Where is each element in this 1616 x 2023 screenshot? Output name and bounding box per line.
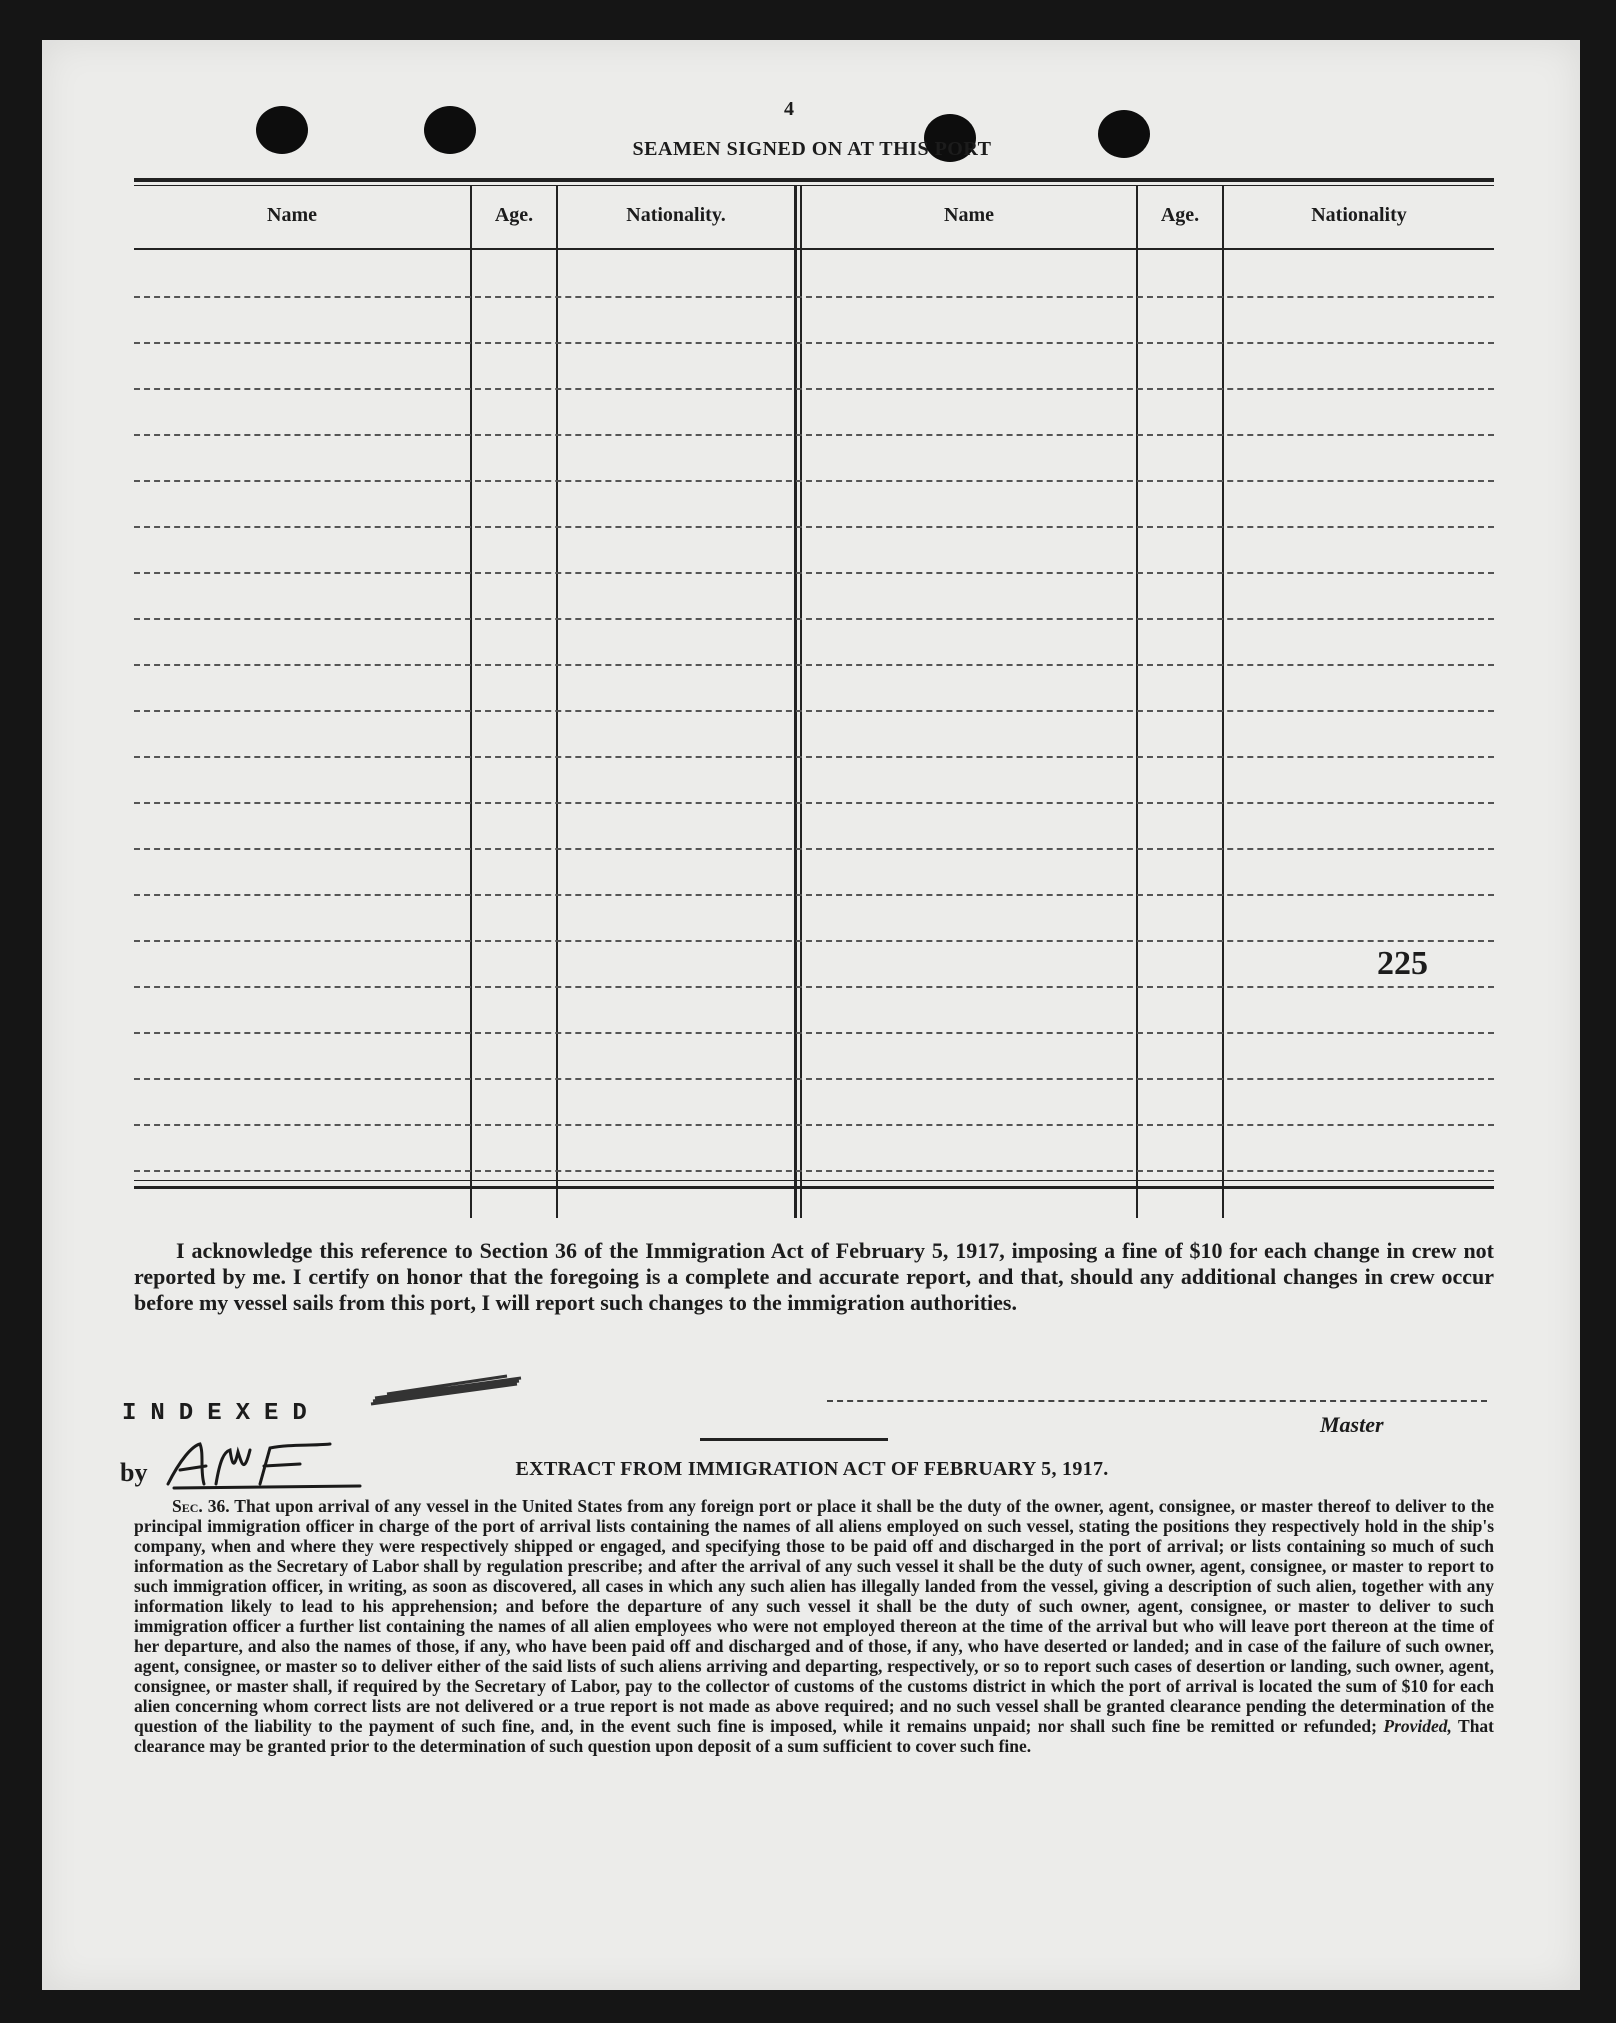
- page-title: SEAMEN SIGNED ON AT THIS PORT: [632, 138, 992, 160]
- crossed-out-stamp: [367, 1370, 527, 1410]
- document-page: [42, 40, 1580, 1990]
- punch-hole: [256, 106, 308, 154]
- master-label: Master: [1320, 1412, 1384, 1437]
- column-divider: [556, 186, 558, 1218]
- extract-divider: [700, 1438, 888, 1441]
- table-row: [134, 940, 1494, 942]
- punch-hole: [424, 106, 476, 154]
- table-row: [134, 526, 1494, 528]
- column-header-nationality-2: Nationality: [1311, 204, 1407, 226]
- page-number: 4: [784, 98, 794, 120]
- section-body-1: That upon arrival of any vessel in the United States from any foreign port or place it shall be the duty of the owner, agent, consignee, or master thereof to deliver to the principal immigration officer in charge of the port of arrival lists containing the names of all aliens employed on such vessel, stating the positions they respectively hold in the ship's company, when and where they were respectively shipped or engaged, and specifying those to be paid off and discharged in the port of arrival; or lists containing so much of such information as the Secretary of Labor shall by regulation prescribe; and after the arrival of any such vessel it shall be the duty of such owner, agent, consignee, or master to report to such immigration officer, in writing, as soon as discovered, all cases in which any such alien has illegally landed from the vessel, giving a description of such alien, together with any information likely to lead to his apprehension; and before the departure of any such vessel it shall be the duty of such owner, agent, consignee, or master to deliver to such immigration officer a further list containing the names of all alien employees who were not employed thereon at the time of the arrival but who will leave port thereon at the time of her departure, and also the names of those, if any, who have been paid off and discharged and of those, if any, who have deserted or landed; and in case of the failure of such owner, agent, consignee, or master so to deliver either of the said lists of such aliens arriving and departing, respectively, or so to report such cases of desertion or landing, such owner, agent, consignee, or master shall, if required by the Secretary of Labor, pay to the collector of customs of the customs district in which the port of arrival is located the sum of $10 for each alien concerning whom correct lists are not delivered or a true report is not made as above required; and no such vessel shall be granted clearance pending the determination of the question of the liability to the payment of such fine, and, in the event such fine is imposed, while it remains unpaid; nor shall such fine be remitted or refunded;: [134, 1496, 1495, 1736]
- table-row: [134, 802, 1494, 804]
- table-bottom-rule-thick: [134, 1186, 1494, 1189]
- header-bottom-rule: [134, 248, 1494, 250]
- table-row: [134, 342, 1494, 344]
- column-divider: [470, 186, 472, 1218]
- table-row: [134, 848, 1494, 850]
- column-divider: [1222, 186, 1224, 1218]
- indexed-stamp: INDEXED: [122, 1400, 321, 1427]
- column-header-age: Age.: [494, 204, 534, 226]
- section-label: Sec. 36.: [172, 1496, 230, 1516]
- provided-word: Provided,: [1383, 1716, 1452, 1736]
- table-row: [134, 986, 1494, 988]
- column-header-name-2: Name: [944, 204, 994, 226]
- section-36-text: [134, 1496, 1494, 1756]
- indexed-by-label: by: [120, 1458, 148, 1487]
- section-body-2: That clearance may be granted prior to the determination of such question upon deposit of a sum sufficient to cover such fine.: [134, 1716, 1494, 1756]
- table-row: [134, 1124, 1494, 1126]
- table-row: [134, 1078, 1494, 1080]
- table-row: [134, 1170, 1494, 1172]
- handwritten-initials: [160, 1440, 380, 1490]
- column-header-name: Name: [267, 204, 317, 226]
- column-header-age-2: Age.: [1160, 204, 1200, 226]
- table-row: [134, 434, 1494, 436]
- table-top-rule-thin: [134, 185, 1494, 186]
- extract-title: EXTRACT FROM IMMIGRATION ACT OF FEBRUARY 5, 1917.: [515, 1458, 1109, 1480]
- master-signature-line: [827, 1400, 1487, 1402]
- table-row: [134, 618, 1494, 620]
- table-row: [134, 1032, 1494, 1034]
- table-row: [134, 894, 1494, 896]
- table-row: [134, 664, 1494, 666]
- table-row: [134, 480, 1494, 482]
- column-divider: [794, 186, 797, 1218]
- column-divider: [1136, 186, 1138, 1218]
- punch-hole: [1098, 110, 1150, 158]
- column-header-nationality: Nationality.: [626, 204, 726, 226]
- table-bottom-rule: [134, 1180, 1494, 1181]
- table-row: [134, 388, 1494, 390]
- column-divider: [800, 186, 802, 1218]
- table-row: [134, 296, 1494, 298]
- acknowledgement-text: I acknowledge this reference to Section 36 of the Immigration Act of February 5, 1917, imposing a fine of $10 for each change in crew not reported by me. I certify on honor that the foregoing is a complete and accurate report, and that, should any additional changes in crew occur before my vessel sails from this port, I will report such changes to the immigration authorities.: [134, 1238, 1494, 1315]
- table-row: [134, 710, 1494, 712]
- table-top-rule: [134, 178, 1494, 182]
- table-row: [134, 572, 1494, 574]
- table-row: [134, 756, 1494, 758]
- margin-number: 225: [1377, 945, 1428, 982]
